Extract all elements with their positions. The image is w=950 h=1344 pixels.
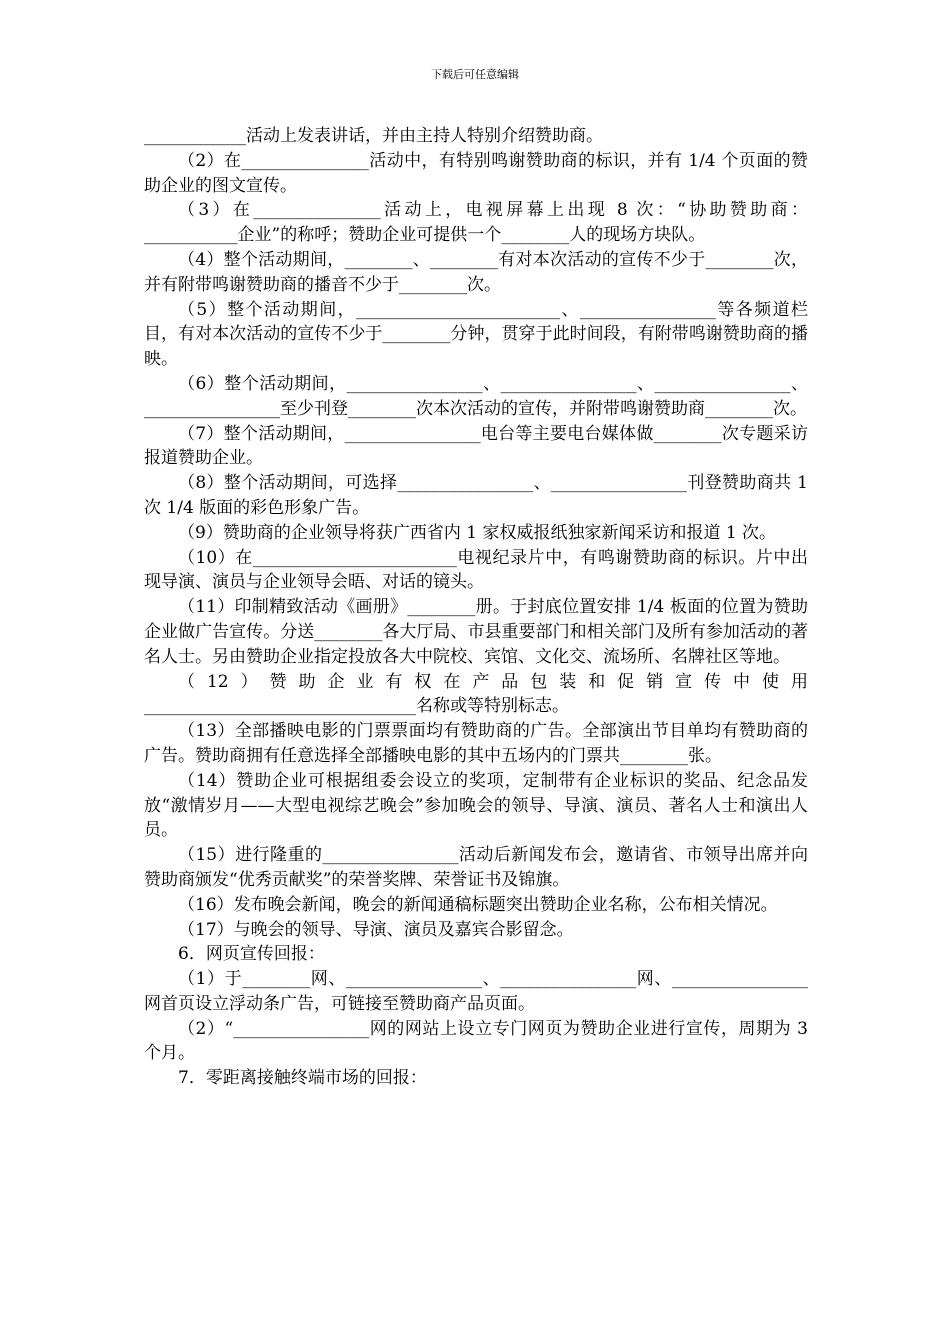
paragraph-4: （4）整个活动期间，________、________有对本次活动的宣传不少于________次，并有附带鸣谢赞助商的播音不少于________次。 xyxy=(144,249,808,295)
paragraph-6: （6）整个活动期间，________________、________________、________________、________________至少刊登________次本次活动的宣传，并附带鸣谢赞助商________次。 xyxy=(144,373,808,419)
paragraph-17: （17）与晚会的领导、导演、演员及嘉宾合影留念。 xyxy=(178,919,574,940)
paragraph-13: （13）全部播映电影的门票票面均有赞助商的广告。全部演出节目单均有赞助商的广告。赞助商拥有任意选择全部播映电影的其中五场内的门票共________张。 xyxy=(144,721,808,766)
document-body xyxy=(144,124,808,1091)
section-heading-7: 7．零距离接触终端市场的回报： xyxy=(178,1068,427,1089)
paragraph-3: （3）在_______________活动上，电视屏幕上出现 8 次：“协助赞助商：___________企业”的称呼；赞助企业可提供一个________人的现场方块队。 xyxy=(144,200,808,246)
paragraph-web-1: （1）于________网、________________、________________网、________________网首页设立浮动条广告，可链接至赞助商产品页面。 xyxy=(144,969,808,1014)
paragraph-2: （2）在_______________活动中，有特别鸣谢赞助商的标识，并有 1/4 个页面的赞助企业的图文宣传。 xyxy=(144,150,808,196)
page-header: 下载后可任意编辑 xyxy=(431,68,519,81)
paragraph-7: （7）整个活动期间，________________电台等主要电台媒体做________次专题采访报道赞助企业。 xyxy=(144,423,808,469)
paragraph-web-2: （2）“________________网的网站上设立专门网页为赞助企业进行宣传，周期为 3 个月。 xyxy=(144,1018,808,1064)
paragraph-10: （10）在________________________电视纪录片中，有鸣谢赞助商的标识。片中出现导演、演员与企业领导会晤、对话的镜头。 xyxy=(144,547,808,593)
paragraph-1: ____________活动上发表讲话，并由主持人特别介绍赞助商。 xyxy=(144,126,603,146)
paragraph-8: （8）整个活动期间，可选择________________、________________刊登赞助商共 1 次 1/4 版面的彩色形象广告。 xyxy=(144,473,808,518)
paragraph-15: （15）进行隆重的________________活动后新闻发布会，邀请省、市领导出席并向赞助商颁发“优秀贡献奖”的荣誉奖牌、荣誉证书及锦旗。 xyxy=(144,845,808,890)
paragraph-14: （14）赞助企业可根据组委会设立的奖项，定制带有企业标识的奖品、纪念品发放“激情岁月——大型电视综艺晚会”参加晚会的领导、导演、演员、著名人士和演出人员。 xyxy=(144,770,808,841)
section-heading-6: 6．网页宣传回报： xyxy=(178,944,325,965)
paragraph-16: （16）发布晚会新闻，晚会的新闻通稿标题突出赞助企业名称，公布相关情况。 xyxy=(178,894,778,915)
paragraph-11: （11）印制精致活动《画册》________册。于封底位置安排 1/4 板面的位置为赞助企业做广告宣传。分送________各大厅局、市县重要部门和相关部门及所有参加活动的著名人士。另由赞助企业指定投放各大中院校、宾馆、文化交、流场所、名牌社区等地。 xyxy=(144,597,808,667)
paragraph-9: （9）赞助商的企业领导将获广西省内 1 家权威报纸独家新闻采访和报道 1 次。 xyxy=(178,522,777,543)
paragraph-5: （5）整个活动期间，________________________、________________等各频道栏目，有对本次活动的宣传不少于________分钟，贯穿于此时间段，有附带鸣谢赞助商的播映。 xyxy=(144,299,808,370)
paragraph-12: （12）赞助企业有权在产品包装和促销宣传中使用________________________________名称或等特别标志。 xyxy=(144,671,808,717)
